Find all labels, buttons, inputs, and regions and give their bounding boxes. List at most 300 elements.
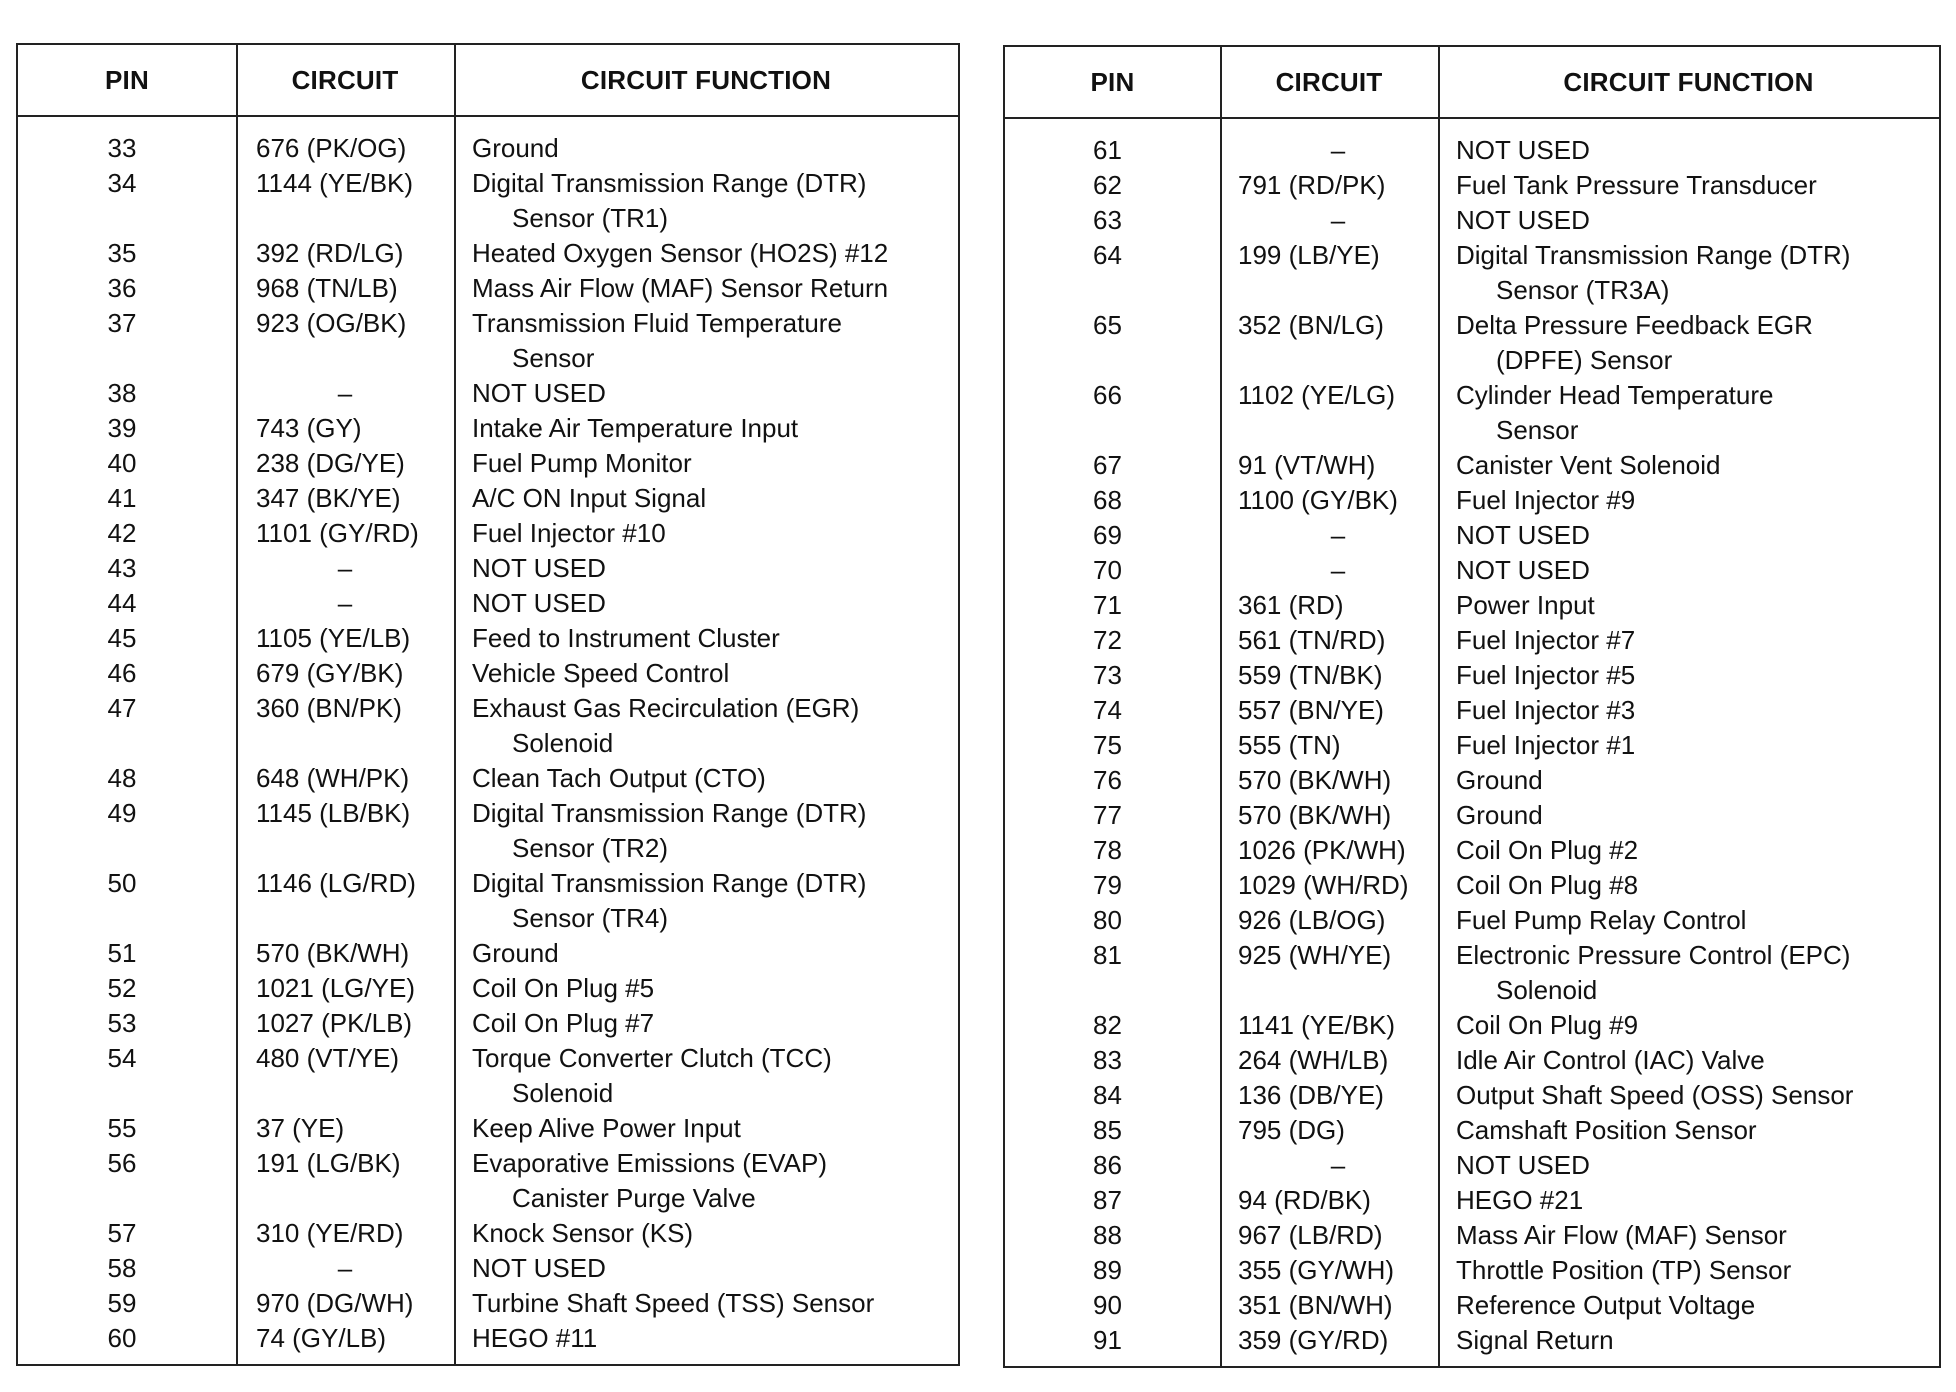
pin-number: 74 [1093, 695, 1122, 725]
table-row [18, 1321, 958, 1356]
circuit-function-line: Mass Air Flow (MAF) Sensor Return [472, 273, 889, 303]
circuit-code: 94 (RD/BK) [1238, 1185, 1371, 1215]
circuit-function-line: Coil On Plug #8 [1456, 870, 1639, 900]
table-body [1005, 119, 1939, 1358]
circuit-function [454, 691, 958, 761]
circuit-function [454, 1111, 958, 1146]
circuit-code: 360 (BN/PK) [256, 693, 402, 723]
pin-number: 89 [1093, 1255, 1122, 1285]
circuit-code: 648 (WH/PK) [256, 763, 410, 793]
circuit-function [1438, 763, 1939, 798]
table-row [18, 271, 958, 306]
pin-number: 34 [107, 168, 137, 198]
circuit-code: 555 (TN) [1238, 730, 1341, 760]
circuit-code: 968 (TN/LB) [256, 273, 398, 303]
circuit-function-line: Sensor (TR2) [512, 833, 669, 863]
pin-number: 35 [107, 238, 137, 268]
pin-number: 48 [107, 763, 137, 793]
header-pin: PIN [105, 64, 149, 95]
circuit-function [454, 516, 958, 551]
circuit-function [454, 656, 958, 691]
circuit-code: 359 (GY/RD) [1238, 1325, 1389, 1355]
circuit-function [1438, 483, 1939, 518]
circuit-function [1438, 693, 1939, 728]
circuit-function [1438, 1008, 1939, 1043]
circuit-function-line: Sensor [512, 343, 595, 373]
circuit-function-line: Power Input [1456, 590, 1595, 620]
table-row [18, 761, 958, 796]
table-row [18, 971, 958, 1006]
circuit-function-line: Fuel Injector #9 [1456, 485, 1636, 515]
circuit-function-line: Ground [472, 133, 559, 163]
circuit-function-line: Digital Transmission Range (DTR) [1456, 240, 1851, 270]
circuit-function [1438, 728, 1939, 763]
circuit-function-line: Evaporative Emissions (EVAP) [472, 1148, 827, 1178]
circuit-code: – [337, 588, 353, 618]
table-row [18, 481, 958, 516]
circuit-code: – [1330, 555, 1346, 585]
circuit-function [454, 1146, 958, 1216]
circuit-code: 570 (BK/WH) [256, 938, 410, 968]
circuit-function [454, 796, 958, 866]
circuit-function [454, 971, 958, 1006]
circuit-function-line: Delta Pressure Feedback EGR [1456, 310, 1813, 340]
circuit-function [454, 1006, 958, 1041]
circuit-function [1438, 518, 1939, 553]
circuit-function [1438, 1323, 1939, 1358]
pin-table-left [16, 43, 960, 1366]
circuit-function-line: Fuel Injector #5 [1456, 660, 1636, 690]
table-row [1005, 833, 1939, 868]
circuit-function [454, 166, 958, 236]
pin-number: 38 [107, 378, 137, 408]
table-row [1005, 1043, 1939, 1078]
circuit-code: 1026 (PK/WH) [1238, 835, 1406, 865]
table-row [18, 1286, 958, 1321]
circuit-function-line: Fuel Pump Monitor [472, 448, 692, 478]
header-pin: PIN [1090, 66, 1135, 97]
table-row [1005, 203, 1939, 238]
table-row [1005, 728, 1939, 763]
pin-number: 33 [107, 133, 137, 163]
pin-number: 91 [1093, 1325, 1122, 1355]
circuit-code: – [337, 378, 353, 408]
circuit-function [454, 306, 958, 376]
circuit-function-line: Canister Vent Solenoid [1456, 450, 1721, 480]
circuit-function [454, 131, 958, 166]
circuit-function-line: Coil On Plug #2 [1456, 835, 1639, 865]
circuit-function [1438, 1183, 1939, 1218]
pin-number: 66 [1093, 380, 1122, 410]
table-row [18, 796, 958, 866]
circuit-code: 791 (RD/PK) [1238, 170, 1386, 200]
circuit-function-line: Clean Tach Output (CTO) [472, 763, 766, 793]
pin-number: 49 [107, 798, 137, 828]
circuit-code: 561 (TN/RD) [1238, 625, 1386, 655]
table-row [1005, 448, 1939, 483]
pin-number: 73 [1093, 660, 1122, 690]
table-row [18, 446, 958, 481]
circuit-function-line: Feed to Instrument Cluster [472, 623, 780, 653]
pin-number: 65 [1093, 310, 1122, 340]
circuit-function-line: NOT USED [1456, 205, 1590, 235]
circuit-function [1438, 553, 1939, 588]
circuit-function-line: Solenoid [1496, 975, 1598, 1005]
table-row [18, 306, 958, 376]
circuit-function [1438, 1253, 1939, 1288]
table-row [18, 621, 958, 656]
circuit-function [1438, 1113, 1939, 1148]
circuit-function-line: Vehicle Speed Control [472, 658, 730, 688]
pin-number: 58 [107, 1253, 137, 1283]
circuit-function [454, 621, 958, 656]
table-row [18, 1111, 958, 1146]
circuit-code: 1029 (WH/RD) [1238, 870, 1409, 900]
table-row [1005, 1113, 1939, 1148]
circuit-function-line: Output Shaft Speed (OSS) Sensor [1456, 1080, 1854, 1110]
pin-number: 56 [107, 1148, 137, 1178]
circuit-function-line: Heated Oxygen Sensor (HO2S) #12 [472, 238, 889, 268]
circuit-function-line: Solenoid [512, 728, 614, 758]
table-row [1005, 868, 1939, 903]
table-row [1005, 1288, 1939, 1323]
circuit-function [454, 586, 958, 621]
circuit-code: 557 (BN/YE) [1238, 695, 1384, 725]
table-row [1005, 1008, 1939, 1043]
circuit-code: 1146 (LG/RD) [256, 868, 416, 898]
circuit-function-line: Sensor (TR1) [512, 203, 669, 233]
circuit-function [1438, 238, 1939, 308]
pin-number: 45 [107, 623, 137, 653]
pin-number: 64 [1093, 240, 1122, 270]
pin-number: 42 [107, 518, 137, 548]
circuit-function [1438, 658, 1939, 693]
circuit-function [1438, 378, 1939, 448]
pin-number: 79 [1093, 870, 1122, 900]
circuit-function-line: Digital Transmission Range (DTR) [472, 868, 867, 898]
circuit-function-line: Turbine Shaft Speed (TSS) Sensor [472, 1288, 875, 1318]
circuit-function [454, 271, 958, 306]
circuit-function [454, 411, 958, 446]
pin-number: 90 [1093, 1290, 1122, 1320]
circuit-code: 1141 (YE/BK) [1238, 1010, 1396, 1040]
column-divider [1438, 47, 1440, 1366]
pin-number: 88 [1093, 1220, 1122, 1250]
pin-number: 50 [107, 868, 137, 898]
pin-number: 62 [1093, 170, 1122, 200]
pin-number: 81 [1093, 940, 1122, 970]
circuit-code: 191 (LG/BK) [256, 1148, 401, 1178]
circuit-function-line: Fuel Injector #10 [472, 518, 666, 548]
circuit-function [454, 446, 958, 481]
circuit-function [454, 481, 958, 516]
circuit-function-line: NOT USED [1456, 520, 1590, 550]
circuit-code: 1100 (GY/BK) [1238, 485, 1398, 515]
circuit-code: 559 (TN/BK) [1238, 660, 1383, 690]
circuit-function-line: Ground [472, 938, 559, 968]
pin-number: 82 [1093, 1010, 1122, 1040]
circuit-function-line: Fuel Injector #1 [1456, 730, 1636, 760]
pin-number: 57 [107, 1218, 137, 1248]
circuit-function-line: Fuel Tank Pressure Transducer [1456, 170, 1817, 200]
circuit-code: – [1330, 135, 1346, 165]
table-row [1005, 903, 1939, 938]
table-row [1005, 483, 1939, 518]
pin-number: 61 [1093, 135, 1122, 165]
table-row [1005, 168, 1939, 203]
circuit-function [1438, 448, 1939, 483]
circuit-code: 925 (WH/YE) [1238, 940, 1392, 970]
pin-number: 71 [1093, 590, 1122, 620]
table-row [1005, 588, 1939, 623]
circuit-function [454, 236, 958, 271]
header-circuit: CIRCUIT [291, 64, 399, 95]
circuit-function-line: Sensor (TR3A) [1496, 275, 1670, 305]
table-row [18, 866, 958, 936]
column-divider [454, 45, 456, 1364]
circuit-function-line: (DPFE) Sensor [1496, 345, 1673, 375]
pin-number: 67 [1093, 450, 1122, 480]
circuit-code: 347 (BK/YE) [256, 483, 401, 513]
table-row [1005, 1183, 1939, 1218]
table-row [18, 1146, 958, 1216]
circuit-function-line: NOT USED [1456, 135, 1590, 165]
circuit-function-line: Torque Converter Clutch (TCC) [472, 1043, 832, 1073]
table-row [1005, 308, 1939, 378]
pin-number: 84 [1093, 1080, 1122, 1110]
circuit-code: 91 (VT/WH) [1238, 450, 1376, 480]
circuit-function [1438, 903, 1939, 938]
circuit-function-line: NOT USED [1456, 555, 1590, 585]
table-row [18, 1251, 958, 1286]
circuit-code: 1021 (LG/YE) [256, 973, 415, 1003]
circuit-code: 264 (WH/LB) [1238, 1045, 1389, 1075]
pin-number: 60 [107, 1323, 137, 1353]
circuit-code: – [337, 553, 353, 583]
table-row [18, 516, 958, 551]
circuit-code: 570 (BK/WH) [1238, 765, 1392, 795]
circuit-function [1438, 938, 1939, 1008]
table-row [1005, 553, 1939, 588]
circuit-function [1438, 1218, 1939, 1253]
circuit-function-line: HEGO #11 [472, 1323, 598, 1353]
table-row [1005, 1148, 1939, 1183]
table-row [1005, 1253, 1939, 1288]
table-row [18, 691, 958, 761]
pin-number: 41 [107, 483, 137, 513]
circuit-function-line: NOT USED [472, 553, 606, 583]
circuit-code: 743 (GY) [256, 413, 362, 443]
column-divider [236, 45, 238, 1364]
table-row [18, 1216, 958, 1251]
table-row [18, 1041, 958, 1111]
circuit-function [454, 1041, 958, 1111]
circuit-function [454, 551, 958, 586]
circuit-code: 676 (PK/OG) [256, 133, 407, 163]
pin-table-right [1003, 45, 1941, 1368]
header-circuit-function: CIRCUIT FUNCTION [1563, 66, 1814, 97]
column-divider [1220, 47, 1222, 1366]
table-row [1005, 133, 1939, 168]
circuit-function-line: NOT USED [472, 588, 606, 618]
circuit-function [1438, 833, 1939, 868]
circuit-function [454, 761, 958, 796]
circuit-code: 480 (VT/YE) [256, 1043, 400, 1073]
circuit-function-line: Idle Air Control (IAC) Valve [1456, 1045, 1765, 1075]
circuit-function [1438, 168, 1939, 203]
circuit-code: 361 (RD) [1238, 590, 1344, 620]
circuit-function [1438, 1078, 1939, 1113]
pin-number: 83 [1093, 1045, 1122, 1075]
circuit-function-line: HEGO #21 [1456, 1185, 1584, 1215]
table-row [1005, 238, 1939, 308]
circuit-code: 351 (BN/WH) [1238, 1290, 1393, 1320]
pin-number: 37 [107, 308, 137, 338]
pin-number: 72 [1093, 625, 1122, 655]
circuit-function-line: Ground [1456, 765, 1543, 795]
circuit-code: – [337, 1253, 353, 1283]
circuit-code: 352 (BN/LG) [1238, 310, 1384, 340]
table-row [1005, 658, 1939, 693]
circuit-code: – [1330, 205, 1346, 235]
circuit-function [1438, 1043, 1939, 1078]
table-row [1005, 1218, 1939, 1253]
pin-number: 80 [1093, 905, 1122, 935]
table-row [18, 551, 958, 586]
circuit-function-line: Coil On Plug #7 [472, 1008, 655, 1038]
circuit-function-line: Coil On Plug #5 [472, 973, 655, 1003]
circuit-function [1438, 1288, 1939, 1323]
pin-number: 39 [107, 413, 137, 443]
table-row [18, 936, 958, 971]
circuit-function-line: Knock Sensor (KS) [472, 1218, 694, 1248]
pin-number: 55 [107, 1113, 137, 1143]
pin-number: 36 [107, 273, 137, 303]
circuit-function-line: Fuel Injector #3 [1456, 695, 1636, 725]
circuit-function [454, 1216, 958, 1251]
table-row [1005, 938, 1939, 1008]
circuit-code: 1144 (YE/BK) [256, 168, 414, 198]
circuit-function [1438, 798, 1939, 833]
pin-number: 85 [1093, 1115, 1122, 1145]
circuit-code: 570 (BK/WH) [1238, 800, 1392, 830]
pin-number: 40 [107, 448, 137, 478]
circuit-function-line: Throttle Position (TP) Sensor [1456, 1255, 1792, 1285]
circuit-code: 926 (LB/OG) [1238, 905, 1386, 935]
circuit-code: – [1330, 1150, 1346, 1180]
circuit-code: 238 (DG/YE) [256, 448, 405, 478]
circuit-function-line: Transmission Fluid Temperature [472, 308, 842, 338]
circuit-code: 1102 (YE/LG) [1238, 380, 1396, 410]
circuit-function [1438, 588, 1939, 623]
circuit-function-line: A/C ON Input Signal [472, 483, 707, 513]
table-row [1005, 763, 1939, 798]
table-body [18, 117, 958, 1356]
table-row [18, 376, 958, 411]
circuit-function [1438, 623, 1939, 658]
circuit-function [454, 936, 958, 971]
circuit-code: 1027 (PK/LB) [256, 1008, 413, 1038]
table-row [1005, 623, 1939, 658]
header-circuit: CIRCUIT [1275, 66, 1383, 97]
circuit-code: 679 (GY/BK) [256, 658, 404, 688]
circuit-code: 37 (YE) [256, 1113, 345, 1143]
table-row [18, 166, 958, 236]
circuit-code: 392 (RD/LG) [256, 238, 404, 268]
pin-number: 53 [107, 1008, 137, 1038]
circuit-function [454, 376, 958, 411]
circuit-code: 355 (GY/WH) [1238, 1255, 1395, 1285]
circuit-function-line: NOT USED [472, 378, 606, 408]
pin-number: 69 [1093, 520, 1122, 550]
table-row [18, 131, 958, 166]
table-row [1005, 518, 1939, 553]
header-circuit-function: CIRCUIT FUNCTION [580, 64, 832, 95]
circuit-function-line: NOT USED [472, 1253, 606, 1283]
circuit-code: 74 (GY/LB) [256, 1323, 387, 1353]
pin-number: 54 [107, 1043, 137, 1073]
circuit-function-line: Coil On Plug #9 [1456, 1010, 1639, 1040]
circuit-function-line: Mass Air Flow (MAF) Sensor [1456, 1220, 1787, 1250]
circuit-function-line: Signal Return [1456, 1325, 1614, 1355]
pin-number: 68 [1093, 485, 1122, 515]
circuit-code: 310 (YE/RD) [256, 1218, 404, 1248]
table-header [1005, 47, 1939, 119]
pin-number: 47 [107, 693, 137, 723]
circuit-function [1438, 1148, 1939, 1183]
pin-number: 86 [1093, 1150, 1122, 1180]
pin-number: 51 [107, 938, 137, 968]
table-row [18, 411, 958, 446]
circuit-function [454, 1321, 958, 1356]
pin-number: 52 [107, 973, 137, 1003]
circuit-code: 1105 (YE/LB) [256, 623, 411, 653]
circuit-function [1438, 203, 1939, 238]
circuit-function-line: Digital Transmission Range (DTR) [472, 168, 867, 198]
circuit-function-line: Reference Output Voltage [1456, 1290, 1756, 1320]
table-header [18, 45, 958, 117]
circuit-function-line: Fuel Pump Relay Control [1456, 905, 1747, 935]
circuit-code: 967 (LB/RD) [1238, 1220, 1383, 1250]
circuit-function-line: NOT USED [1456, 1150, 1590, 1180]
pin-number: 63 [1093, 205, 1122, 235]
pin-number: 77 [1093, 800, 1122, 830]
circuit-function-line: Sensor (TR4) [512, 903, 669, 933]
circuit-function-line: Canister Purge Valve [512, 1183, 756, 1213]
circuit-function-line: Ground [1456, 800, 1543, 830]
circuit-function [1438, 308, 1939, 378]
circuit-function-line: Digital Transmission Range (DTR) [472, 798, 867, 828]
circuit-function-line: Cylinder Head Temperature [1456, 380, 1774, 410]
table-row [18, 236, 958, 271]
circuit-function-line: Exhaust Gas Recirculation (EGR) [472, 693, 860, 723]
circuit-code: 1101 (GY/RD) [256, 518, 419, 548]
circuit-function [1438, 133, 1939, 168]
pin-number: 70 [1093, 555, 1122, 585]
pin-number: 46 [107, 658, 137, 688]
circuit-code: 970 (DG/WH) [256, 1288, 414, 1318]
table-row [1005, 693, 1939, 728]
circuit-code: 923 (OG/BK) [256, 308, 407, 338]
circuit-function [454, 1286, 958, 1321]
pin-number: 76 [1093, 765, 1122, 795]
circuit-function-line: Fuel Injector #7 [1456, 625, 1636, 655]
pin-number: 59 [107, 1288, 137, 1318]
table-row [18, 656, 958, 691]
circuit-code: 136 (DB/YE) [1238, 1080, 1384, 1110]
pin-number: 75 [1093, 730, 1122, 760]
circuit-function-line: Intake Air Temperature Input [472, 413, 799, 443]
